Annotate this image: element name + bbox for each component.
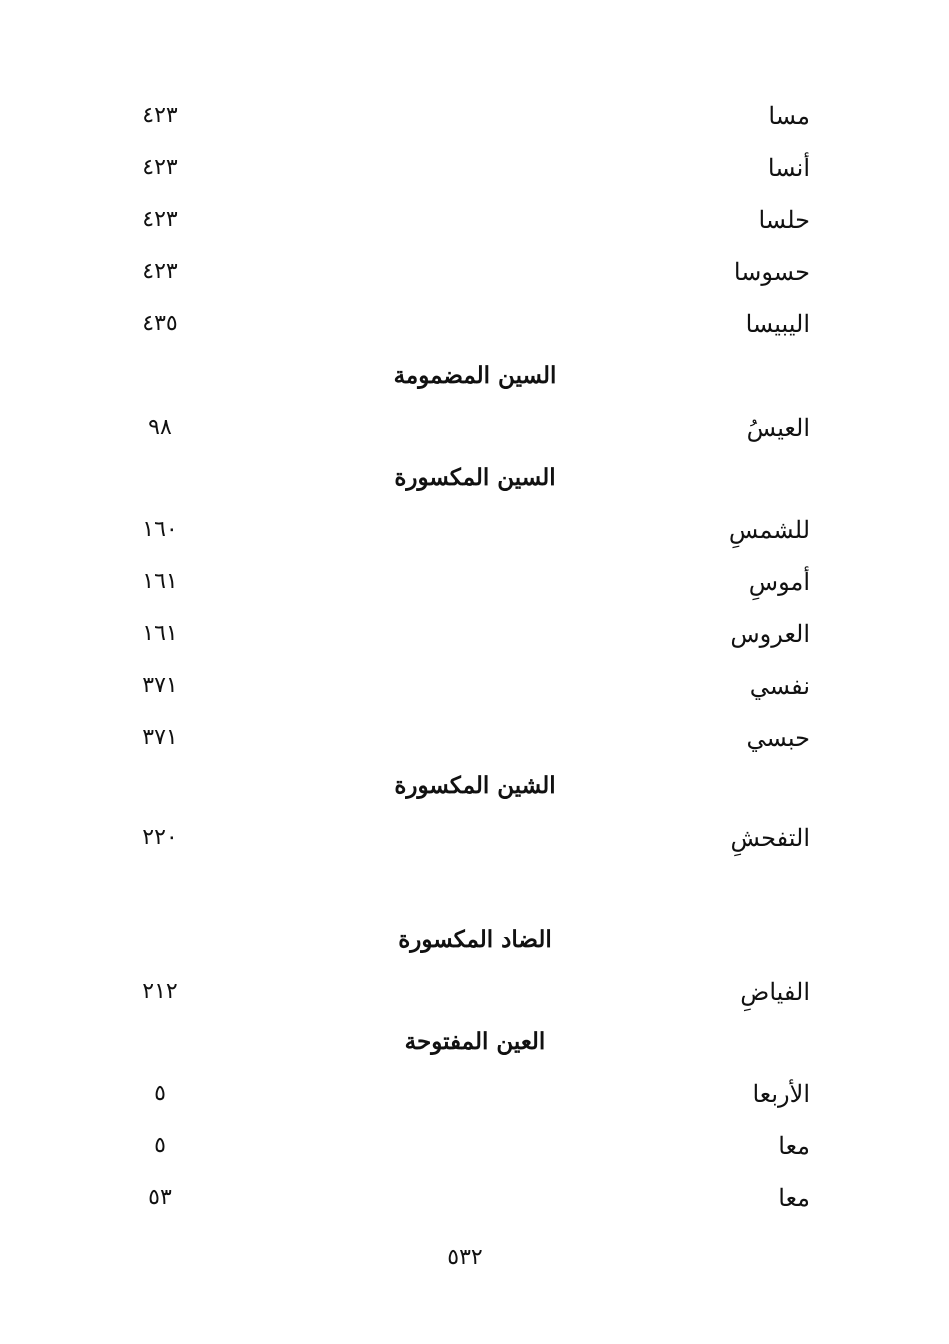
index-entry — [130, 718, 810, 758]
index-entry — [130, 818, 810, 858]
index-entry — [130, 304, 810, 344]
index-entry — [130, 1126, 810, 1166]
entry-word: حلسا — [758, 206, 810, 234]
index-entry — [130, 972, 810, 1012]
entry-page-number: ٥ — [154, 1081, 166, 1106]
entry-word: أنسا — [767, 154, 810, 182]
section-heading: الضاد المكسورة — [398, 926, 552, 953]
entry-page-number: ٤٢٣ — [142, 259, 178, 284]
entry-word: التفحشِ — [730, 824, 810, 852]
section-heading: السين المكسورة — [394, 464, 556, 491]
entry-page-number: ١٦٠ — [142, 517, 178, 542]
entry-page-number: ٤٢٣ — [142, 207, 178, 232]
entry-word: العيسُ — [746, 414, 810, 442]
entry-page-number: ٤٢٣ — [142, 103, 178, 128]
entry-page-number: ٣٧١ — [142, 725, 178, 750]
entry-word: مسا — [768, 102, 810, 130]
entry-page-number: ١٦١ — [142, 621, 178, 646]
entry-word: العروس — [730, 620, 810, 648]
section-heading: الشين المكسورة — [394, 772, 556, 799]
entry-word: اليبيسا — [745, 310, 810, 338]
entry-word: حبسي — [746, 724, 810, 752]
index-entry — [130, 252, 810, 292]
index-entry — [130, 614, 810, 654]
entry-page-number: ٥٣ — [148, 1185, 172, 1210]
entry-word: معا — [778, 1132, 810, 1160]
index-entry — [130, 562, 810, 602]
index-entry — [130, 666, 810, 706]
index-entry — [130, 1074, 810, 1114]
entry-word: للشمسِ — [728, 516, 810, 544]
section-heading: العين المفتوحة — [404, 1028, 546, 1055]
entry-word: نفسي — [749, 672, 810, 700]
entry-word: حسوسا — [733, 258, 810, 286]
entry-page-number: ٥ — [154, 1133, 166, 1158]
page-number: ٥٣٢ — [447, 1245, 483, 1270]
entry-page-number: ٢٢٠ — [142, 825, 178, 850]
index-entry — [130, 408, 810, 448]
index-entry — [130, 200, 810, 240]
entry-page-number: ٩٨ — [148, 415, 172, 440]
index-entry — [130, 510, 810, 550]
section-heading: السين المضمومة — [393, 362, 557, 389]
entry-page-number: ٤٣٥ — [142, 311, 178, 336]
index-entry — [130, 96, 810, 136]
entry-page-number: ١٦١ — [142, 569, 178, 594]
entry-word: أموسِ — [748, 568, 810, 596]
entry-page-number: ٣٧١ — [142, 673, 178, 698]
entry-page-number: ٢١٢ — [142, 979, 178, 1004]
entry-word: الفياضِ — [740, 978, 810, 1006]
entry-word: الأربعا — [752, 1080, 810, 1108]
entry-page-number: ٤٢٣ — [142, 155, 178, 180]
index-entry — [130, 1178, 810, 1218]
entry-word: معا — [778, 1184, 810, 1212]
index-entry — [130, 148, 810, 188]
